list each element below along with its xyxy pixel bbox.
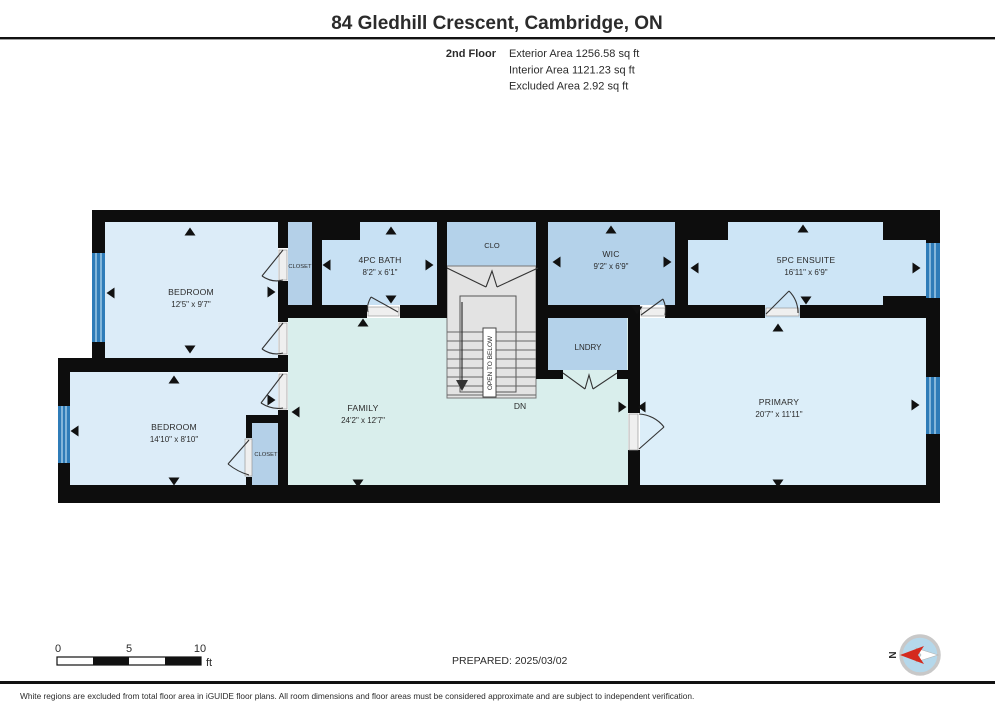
bedroom2-dims: 14'10" x 8'10" bbox=[149, 435, 199, 444]
page-title: 84 Gledhill Crescent, Cambridge, ON bbox=[331, 13, 663, 34]
prepared-date: PREPARED: 2025/03/02 bbox=[452, 655, 568, 667]
floor-label: 2nd Floor bbox=[445, 48, 496, 60]
scale-10: 10 bbox=[193, 643, 207, 655]
primary-label: PRIMARY bbox=[758, 397, 800, 407]
window-bedroom2 bbox=[58, 406, 70, 463]
scale-bar bbox=[55, 643, 212, 669]
bedroom1-dims: 12'5" x 9'7" bbox=[171, 300, 211, 309]
staircase bbox=[447, 266, 536, 398]
stairs-dn-label: DN bbox=[513, 401, 527, 411]
compass-icon bbox=[888, 636, 939, 674]
bedroom2-label: BEDROOM bbox=[151, 422, 197, 432]
window-ensuite bbox=[926, 243, 940, 298]
closet1-label: CLOSET bbox=[288, 264, 312, 270]
wic-dims: 9'2" x 6'9" bbox=[593, 262, 629, 271]
scale-0: 0 bbox=[54, 643, 62, 655]
footer-divider bbox=[0, 681, 995, 684]
excluded-area: Excluded Area 2.92 sq ft bbox=[509, 80, 629, 93]
wic-label: WIC bbox=[602, 249, 620, 259]
disclaimer-text: White regions are excluded from total floor area in iGUIDE floor plans. All room dimensions and floor areas must be considered approximate and are subject to independent verification. bbox=[20, 691, 695, 701]
window-primary bbox=[926, 377, 940, 434]
ensuite-dims: 16'11" x 6'9" bbox=[784, 268, 828, 277]
laundry-label: LNDRY bbox=[574, 343, 602, 352]
ensuite-label: 5PC ENSUITE bbox=[776, 255, 836, 265]
open-to-below-label: OPEN TO BELOW bbox=[487, 335, 494, 391]
window-bedroom1 bbox=[92, 253, 105, 342]
closet2-label: CLOSET bbox=[254, 452, 278, 458]
family-label: FAMILY bbox=[347, 403, 379, 413]
exterior-area: Exterior Area 1256.58 sq ft bbox=[509, 48, 640, 60]
family-dims: 24'2" x 12'7" bbox=[341, 416, 385, 425]
interior-area: Interior Area 1121.23 sq ft bbox=[509, 64, 635, 77]
bedroom1-label: BEDROOM bbox=[168, 287, 214, 297]
bath-dims: 8'2" x 6'1" bbox=[362, 268, 398, 277]
header-divider bbox=[0, 37, 995, 39]
compass-north-label: N bbox=[888, 651, 899, 659]
bath-label: 4PC BATH bbox=[358, 255, 402, 265]
primary-dims: 20'7" x 11'11" bbox=[755, 410, 803, 419]
scale-unit: ft bbox=[206, 657, 213, 669]
clo-label: CLO bbox=[484, 241, 500, 250]
scale-5: 5 bbox=[125, 643, 133, 655]
